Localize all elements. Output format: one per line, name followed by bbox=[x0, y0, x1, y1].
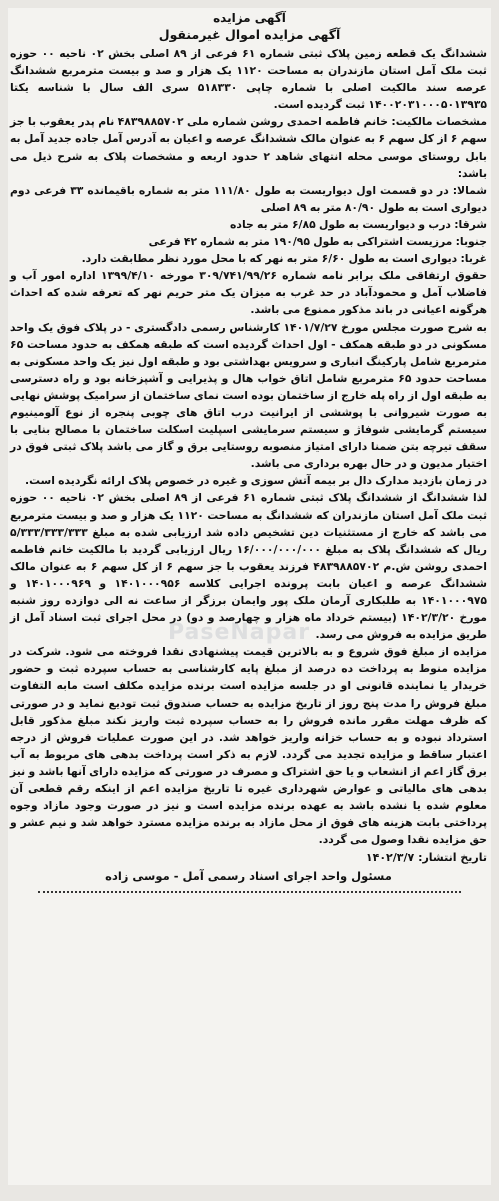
paragraph-west: غربا: دیواری است به طول ۶/۶۰ متر به نهر که با محل مورد نظر مطابقت دارد. bbox=[81, 252, 487, 266]
paragraph-south: جنوبا: مرزیست اشتراکی به طول ۱۹۰/۹۵ متر به شماره ۴۲ فرعی bbox=[148, 235, 487, 249]
publish-date: تاریخ انتشار: ۱۴۰۲/۳/۷ bbox=[365, 851, 487, 865]
paragraph-easement: حقوق ارتفاقی ملک برابر نامه شماره ۳۰۹/۷۴۱/۹۹/۲۶ مورخه ۱۳۹۹/۴/۱۰ اداره امور آب و فاضلاب آمل و محمودآباد در حد غرب به میزان یک متر حریم نهر که تعرفه شده که احداث هرگونه اعیانی در باند مذکور ممنوع می باشد. bbox=[10, 269, 487, 317]
paragraph-property: ششدانگ یک قطعه زمین پلاک ثبتی شماره ۶۱ فرعی از ۸۹ اصلی بخش ۰۲ ناحیه ۰۰ حوزه ثبت ملک آمل استان مازندران به مساحت ۱۱۲۰ یک هزار و صد و بیست مترمربع ششدانگ عرصه سند مالکیت اصلی با شماره چاپی ۵۱۸۳۳۰ سری الف سال با شناسه یکتا ۱۴۰۰۲۰۳۱۰۰۰۵۰۱۳۹۳۵ ثبت گردیده است. bbox=[10, 47, 487, 112]
paragraph-owner: مشخصات مالکیت: خانم فاطمه احمدی روشن شماره ملی ۴۸۳۹۸۸۵۷۰۲ نام پدر یعقوب با جز سهم ۶ از کل سهم ۶ به عنوان مالک ششدانگ عرصه و اعیان به آدرس آمل جاده جدید آمل به بابل روستای موسی محله انتهای شاهد ۲ حدود اربعه و مشخصات پلاک به شرح ذیل می باشد: bbox=[10, 115, 488, 180]
signature-line: مسئول واحد اجرای اسناد رسمی آمل - موسی زاده bbox=[105, 869, 392, 884]
paragraph-valuation: لذا ششدانگ از ششدانگ پلاک ثبتی شماره ۶۱ فرعی از ۸۹ اصلی بخش ۰۲ ناحیه ۰۰ حوزه ثبت ملک آمل استان مازندران که ششدانگ به مساحت ۱۱۲۰ یک هزار و صد و بیست مترمربع می باشد که خارج از مستثنیات دین تشخیص داده شد ارزیابی شده به مبلغ ۵/۳۳۳/۳۳۳/۳۳۳ ریال که ششدانگ پلاک به مبلغ ۱۶/۰۰۰/۰۰۰/۰۰۰ ریال ارزیابی گردید با مالکیت خانم فاطمه احمدی روشن ش.م ۴۸۳۹۸۸۵۷۰۲ فرزند یعقوب با جز سهم ۶ از کل سهم ۶ به عنوان مالک ششدانگ عرصه و اعیان بابت پرونده اجرایی کلاسه ۱۴۰۱۰۰۰۹۵۶ و ۱۴۰۱۰۰۰۹۶۹ و ۱۴۰۱۰۰۰۹۷۵ به طلبکاری آرمان ملک پور وایمان برزگر از ساعت نه الی دوازده روز شنبه مورخ ۱۴۰۲/۳/۲۰ (بیستم خرداد ماه هزار و چهارصد و دو) در محل اجرای ثبت اسناد آمل از طریق مزایده به فروش می رسد. bbox=[10, 491, 487, 642]
notice-body bbox=[8, 45, 491, 885]
paragraph-building: به شرح صورت مجلس مورخ ۱۴۰۱/۷/۲۷ کارشناس رسمی دادگستری - در پلاک فوق یک واحد مسکونی در دو طبقه همکف - اول احداث گردیده است که طبقه همکف به حدود مساحت ۶۵ مترمربع شامل پارکینگ انباری و سرویس بهداشتی بود و طبقه اول نیز یک واحد مسکونی به مساحت حدود ۶۵ مترمربع شامل اتاق خواب هال و پذیرایی و آشپزخانه بود و راه دسترسی به طبقه اول از راه پله خارج از ساختمان بوده است نمای ساختمان از سرامیک پوشش نهایی به صورت شیروانی با پوششی از ایرانیت درب اتاق های چوبی پنجره از نوع آلومینیوم سیستم گرمایشی شوفاژ و سیستم سرمایشی اسپلیت اسکلت ساختمان با مصالح بنایی با سقف تیرچه بتن ضمنا دارای امتیاز منصوبه روستایی برق و گاز می باشد پلاک ثبتی فوق در اختیار مدیون و در حال بهره برداری می باشد. bbox=[10, 320, 487, 471]
paragraph-east: شرقا: درب و دیواریست به طول ۶/۸۵ متر به جاده bbox=[230, 217, 487, 231]
paragraph-insurance: در زمان بازدید مدارک دال بر بیمه آتش سوزی و غیره در خصوص پلاک ارائه نگردیده است. bbox=[25, 474, 487, 488]
notice-subtitle: آگهی مزایده اموال غیرمنقول bbox=[158, 27, 341, 42]
paragraph-terms: مزایده از مبلغ فوق شروع و به بالاترین قیمت پیشنهادی نقدا فروخته می شود. شرکت در مزایده منوط به پرداخت ده درصد از مبلغ پایه کارشناسی به حساب سپرده ثبت و حضور خریدار یا نماینده قانونی او در جلسه مزایده است برنده مزایده مکلف است مابه التفاوت مبلغ فروش را مدت پنج روز از تاریخ مزایده به حساب صندوق ثبت تودیع نماید و در صورتی که ظرف مهلت مقرر مانده فروش را به حساب سپرده ثبت واریز نکند مبلغ مذکور قابل استرداد نبوده و به حساب خزانه واریز خواهد شد. در این صورت عملیات فروش از درجه اعتبار ساقط و مزایده تجدید می گردد. لازم به ذکر است پرداخت بدهی های مربوط به آب برق گاز اعم از انشعاب و یا حق اشتراک و مصرف در صورتی که مزایده دارای آنها باشد و نیز بدهی های مالیاتی و عوارض شهرداری غیره تا تاریخ مزایده اعم از اینکه رقم قطعی آن معلوم شده یا نشده باشد به عهده برنده مزایده است و نیز در صورت وجود مازاد وجوه پرداختی بابت هزینه های فوق از محل مازاد به برنده مزایده مسترد خواهد شد و نیم عشر و حق مزایده نقدا وصول می گردد. bbox=[10, 645, 487, 847]
dotted-divider bbox=[38, 891, 461, 893]
paragraph-north: شمالا: در دو قسمت اول دیواریست به طول ۱۱۱/۸۰ متر به شماره باقیمانده ۳۳ فرعی دوم دیواری است به طول ۸۰/۹۰ متر به ۸۹ اصلی bbox=[10, 183, 487, 214]
watermark-text: PaseNapar bbox=[168, 620, 311, 645]
notice-header bbox=[8, 8, 491, 43]
notice-title: آگهی مزایده bbox=[213, 11, 286, 25]
newspaper-clipping bbox=[8, 8, 491, 1185]
